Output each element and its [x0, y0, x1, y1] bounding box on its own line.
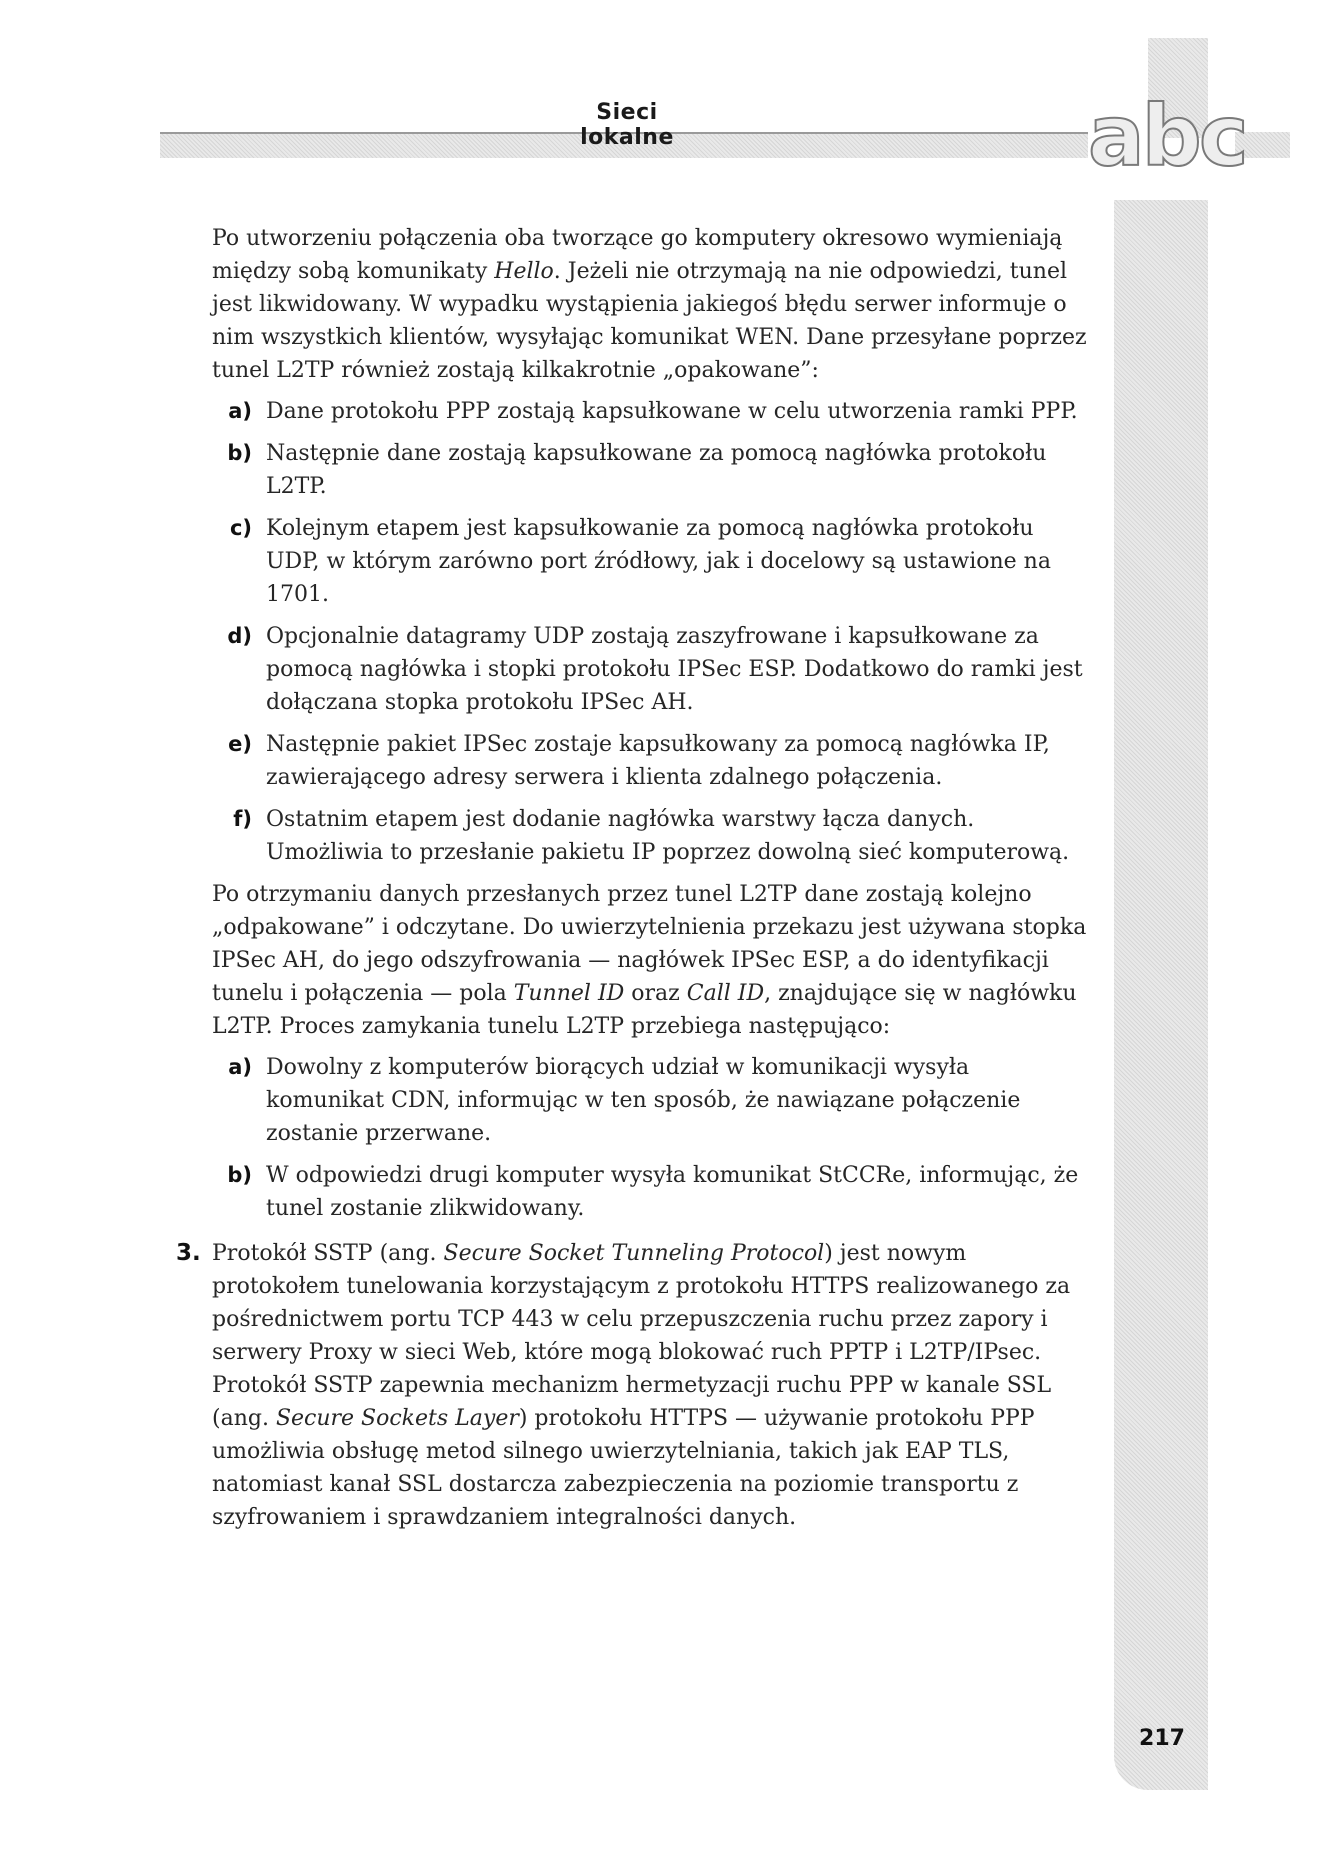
list-marker: a)	[228, 1055, 252, 1079]
list-item: e) Następnie pakiet IPSec zostaje kapsułkowany za pomocą nagłówka IP, zawierającego adresy serwera i klienta zdalnego połączenia.	[160, 728, 1090, 794]
numbered-item-sstp: 3. Protokół SSTP (ang. Secure Socket Tunneling Protocol) jest nowym protokołem tunelowania korzystającym z protokołu HTTPS realizowanego za pośrednictwem portu TCP 443 w celu przepuszczenia ruchu przez zapory i serwery Proxy w sieci Web, które mogą blokować ruch PPTP i L2TP/IPsec. Protokół SSTP zapewnia mechanizm hermetyzacji ruchu PPP w kanale SSL (ang. Secure Sockets Layer) protokołu HTTPS — używanie protokołu PPP umożliwia obsługę metod silnego uwierzytelniania, takich jak EAP TLS, natomiast kanał SSL dostarcza zabezpieczenia na poziomie transportu z szyfrowaniem i sprawdzaniem integralności danych.	[160, 1237, 1090, 1534]
list-item: b) W odpowiedzi drugi komputer wysyła komunikat StCCRe, informując, że tunel zostanie zlikwidowany.	[160, 1159, 1090, 1225]
list-item: d) Opcjonalnie datagramy UDP zostają zaszyfrowane i kapsułkowane za pomocą nagłówka i stopki protokołu IPSec ESP. Dodatkowo do ramki jest dołączana stopka protokołu IPSec AH.	[160, 620, 1090, 719]
list-item: c) Kolejnym etapem jest kapsułkowanie za pomocą nagłówka protokołu UDP, w którym zarówno port źródłowy, jak i docelowy są ustawione na 1701.	[160, 512, 1090, 611]
list-item: a) Dowolny z komputerów biorących udział w komunikacji wysyła komunikat CDN, informując w ten sposób, że nawiązane połączenie zostanie przerwane.	[160, 1051, 1090, 1150]
list-item: b) Następnie dane zostają kapsułkowane za pomocą nagłówka protokołu L2TP.	[160, 437, 1090, 503]
list-marker: b)	[227, 1163, 252, 1187]
list-marker: b)	[227, 441, 252, 465]
page-content	[160, 222, 1090, 1534]
paragraph-decapsulation: Po otrzymaniu danych przesłanych przez tunel L2TP dane zostają kolejno „odpakowane” i odczytane. Do uwierzytelnienia przekazu jest używana stopka IPSec AH, do jego odszyfrowania — nagłówek IPSec ESP, a do identyfikacji tunelu i połączenia — pola Tunnel ID oraz Call ID, znajdujące się w nagłówku L2TP. Proces zamykania tunelu L2TP przebiega następująco:	[212, 882, 1087, 1039]
running-header-title: Sieci lokalne	[580, 100, 674, 150]
sidebar-decoration	[1114, 200, 1208, 1790]
list-marker: a)	[228, 399, 252, 423]
list-marker: d)	[227, 624, 252, 648]
paragraph-hello: Po utworzeniu połączenia oba tworzące go komputery okresowo wymieniają między sobą komunikaty Hello. Jeżeli nie otrzymają na nie odpowiedzi, tunel jest likwidowany. W wypadku wystąpienia jakiegoś błędu serwer informuje o nim wszystkich klientów, wysyłając komunikat WEN. Dane przesyłane poprzez tunel L2TP również zostają kilkakrotnie „opakowane”:	[212, 226, 1087, 383]
abc-logo: abc	[1088, 87, 1246, 185]
list-item: f) Ostatnim etapem jest dodanie nagłówka warstwy łącza danych. Umożliwia to przesłanie pakietu IP poprzez dowolną sieć komputerową.	[160, 803, 1090, 869]
list-marker: e)	[228, 732, 252, 756]
list-marker: c)	[229, 516, 252, 540]
list-item: a) Dane protokołu PPP zostają kapsułkowane w celu utworzenia ramki PPP.	[160, 395, 1090, 428]
list-marker: f)	[233, 807, 252, 831]
numbered-marker: 3.	[176, 1240, 201, 1266]
tunnel-closing-list	[160, 1051, 1090, 1225]
encapsulation-steps-list	[160, 395, 1090, 869]
page-number: 217	[1139, 1726, 1185, 1751]
